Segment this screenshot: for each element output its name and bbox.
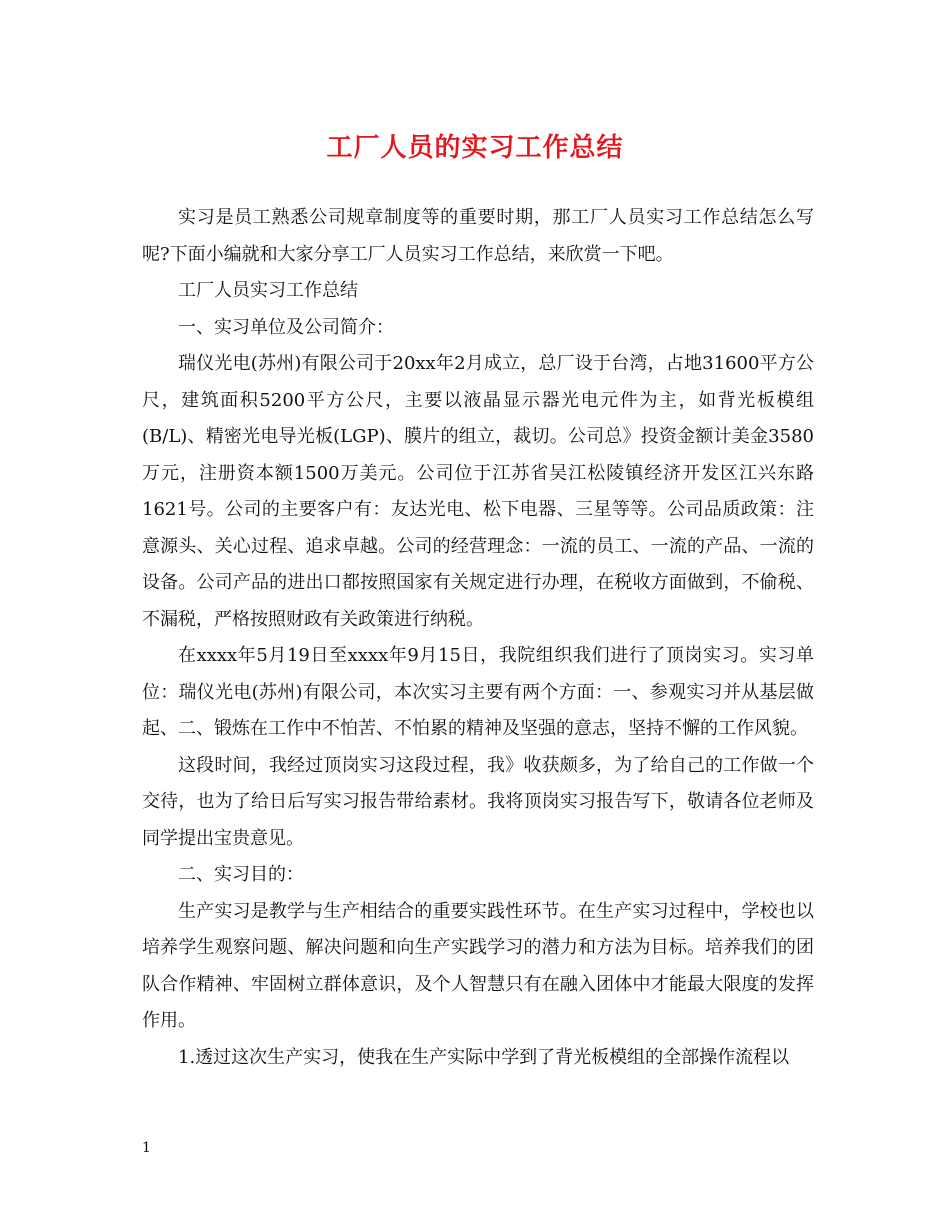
section2-list-item-1: 1.透过这次生产实习，使我在生产实际中学到了背光板模组的全部操作流程以 xyxy=(178,1046,790,1068)
section1-paragraph-reflection: 这段时间，我经过顶岗实习这段过程，我》收获颇多，为了给自己的工作做一个交待，也为了给日后写实习报告带给素材。我将顶岗实习报告写下，敬请各位老师及同学提出宝贵意见。 xyxy=(142,754,814,849)
document-subtitle: 工厂人员实习工作总结 xyxy=(178,280,358,301)
page-number: 1 xyxy=(142,1140,151,1156)
section1-paragraph-internship: 在xxxx年5月19日至xxxx年9月15日，我院组织我们进行了顶岗实习。实习单位：瑞仪光电(苏州)有限公司，本次实习主要有两个方面：一、参观实习并从基层做起、二、锻炼在工作中不怕苦、不怕累的精神及坚强的意志，坚持不懈的工作风貌。 xyxy=(142,645,814,739)
section2-paragraph-purpose: 生产实习是教学与生产相结合的重要实践性环节。在生产实习过程中，学校也以培养学生观察问题、解决问题和向生产实践学习的潜力和方法为目标。培养我们的团队合作精神、牢固树立群体意识，及个人智慧只有在融入团体中才能最大限度的发挥作用。 xyxy=(142,900,814,1031)
section2-heading: 二、实习目的： xyxy=(178,864,304,885)
section1-heading: 一、实习单位及公司简介： xyxy=(178,316,394,338)
intro-paragraph: 实习是员工熟悉公司规章制度等的重要时期，那工厂人员实习工作总结怎么写呢?下面小编就和大家分享工厂人员实习工作总结，来欣赏一下吧。 xyxy=(142,207,814,265)
document-body xyxy=(142,200,814,1076)
section1-paragraph-company: 瑞仪光电(苏州)有限公司于20xx年2月成立，总厂设于台湾，占地31600平方公尺，建筑面积5200平方公尺，主要以液晶显示器光电元件为主，如背光板模组(B/L)、精密光电导光板(LGP)、膜片的组立，裁切。公司总》投资金额计美金3580万元，注册资本额1500万美元。公司位于江苏省吴江松陵镇经济开发区江兴东路1621号。公司的主要客户有：友达光电、松下电器、三星等等。公司品质政策：注意源头、关心过程、追求卓越。公司的经营理念：一流的员工、一流的产品、一流的设备。公司产品的进出口都按照国家有关规定进行办理，在税收方面做到，不偷税、不漏税，严格按照财政有关政策进行纳税。 xyxy=(142,353,814,630)
document-title: 工厂人员的实习工作总结 xyxy=(326,133,624,163)
